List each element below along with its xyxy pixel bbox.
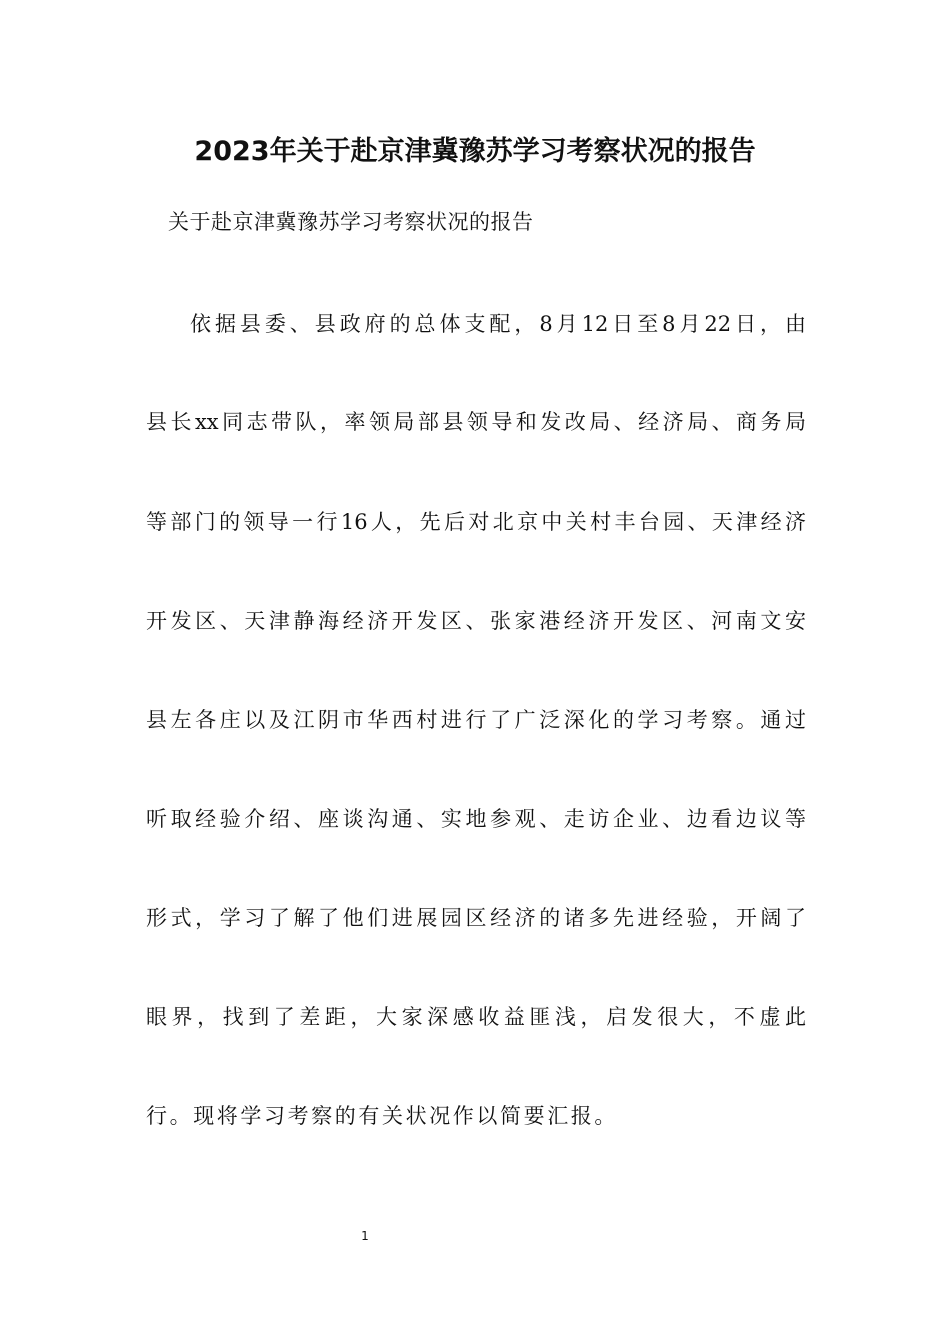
page-number: 1	[361, 1229, 369, 1243]
paragraph-line: 眼界，找到了差距，大家深感收益匪浅，启发很大，不虚此	[146, 1005, 806, 1029]
document-subtitle: 关于赴京津冀豫苏学习考察状况的报告	[168, 210, 534, 234]
paragraph-line: 开发区、天津静海经济开发区、张家港经济开发区、河南文安	[146, 609, 806, 633]
paragraph-line: 听取经验介绍、座谈沟通、实地参观、走访企业、边看边议等	[146, 807, 806, 831]
paragraph-line: 行。现将学习考察的有关状况作以简要汇报。	[146, 1104, 618, 1128]
paragraph-line: 形式，学习了解了他们进展园区经济的诸多先进经验，开阔了	[146, 906, 806, 930]
paragraph-line: 依据县委、县政府的总体支配，8月12日至8月22日，由	[190, 312, 806, 336]
document-title: 2023年关于赴京津冀豫苏学习考察状况的报告	[194, 136, 756, 167]
paragraph-line: 等部门的领导一行16人，先后对北京中关村丰台园、天津经济	[146, 510, 806, 534]
paragraph-line: 县左各庄以及江阴市华西村进行了广泛深化的学习考察。通过	[146, 708, 806, 732]
paragraph-line: 县长xx同志带队，率领局部县领导和发改局、经济局、商务局	[146, 410, 806, 434]
